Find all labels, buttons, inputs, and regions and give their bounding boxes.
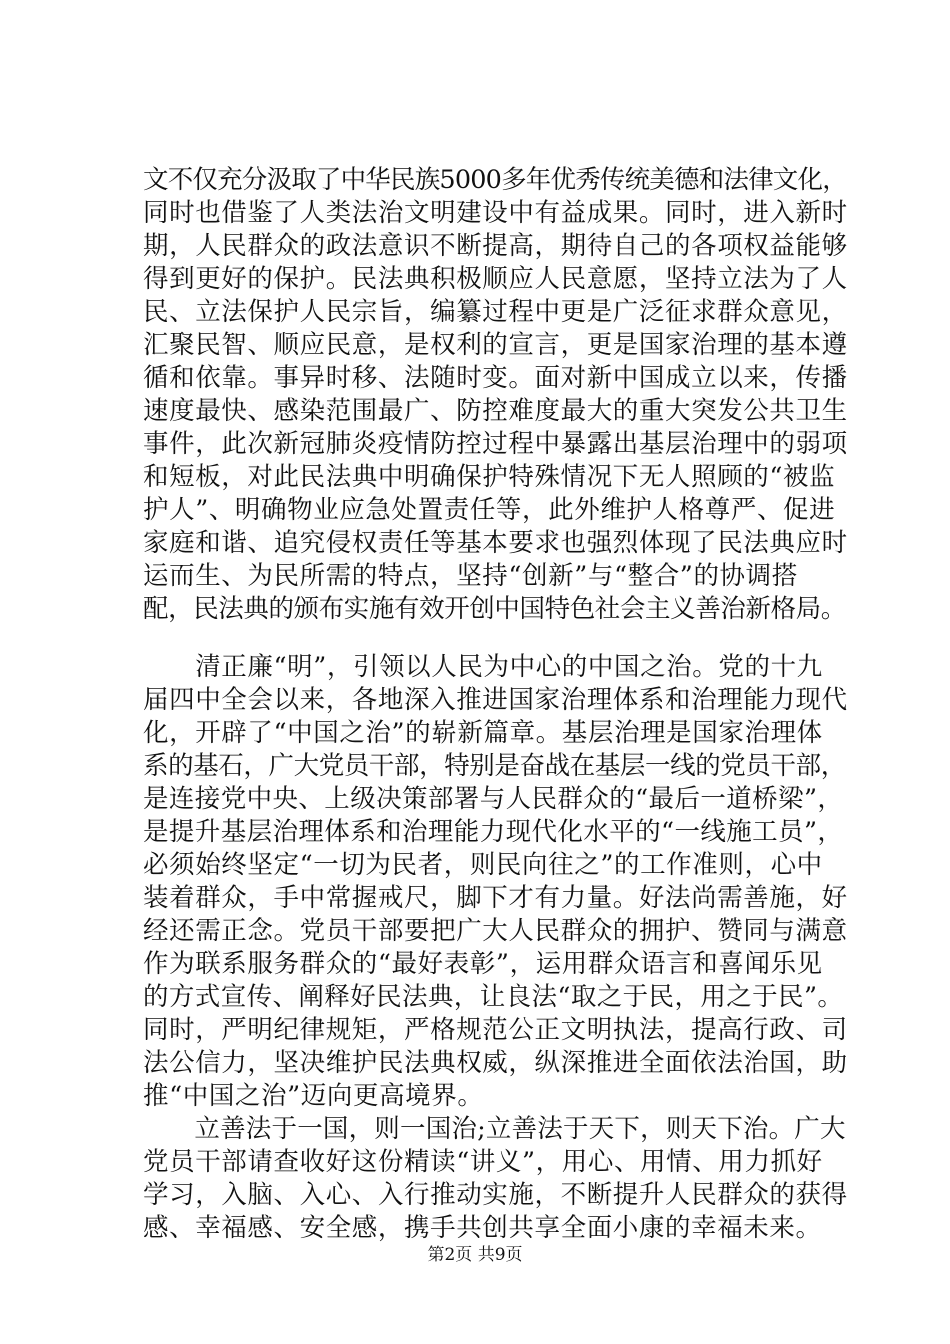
text-line: 装着群众，手中常握戒尺，脚下才有力量。好法尚需善施，好 <box>143 883 848 913</box>
text-line: 必须始终坚定“一切为民者，则民向往之”的工作准则，心中 <box>143 850 823 880</box>
text-line: 法公信力，坚决维护民法典权威，纵深推进全面依法治国，助 <box>143 1048 848 1078</box>
text-line: 汇聚民智、顺应民意，是权利的宣言，更是国家治理的基本遵 <box>143 330 848 360</box>
text-line: 推“中国之治”迈向更高境界。 <box>143 1081 484 1111</box>
text-line: 和短板，对此民法典中明确保护特殊情况下无人照顾的“被监 <box>143 462 836 492</box>
text-line: 运而生、为民所需的特点，坚持“创新”与“整合”的协调搭 <box>143 561 798 591</box>
text-line: 党员干部请查收好这份精读“讲义”，用心、用情、用力抓好 <box>143 1147 823 1177</box>
text-line: 系的基石，广大党员干部，特别是奋战在基层一线的党员干部， <box>143 751 846 781</box>
text-line: 的方式宣传、阐释好民法典，让良法“取之于民，用之于民”。 <box>143 982 844 1012</box>
text-line: 配，民法典的颁布实施有效开创中国特色社会主义善治新格局。 <box>143 594 846 624</box>
text-line: 得到更好的保护。民法典积极顺应人民意愿，坚持立法为了人 <box>143 264 848 294</box>
text-line: 学习，入脑、入心、入行推动实施，不断提升人民群众的获得 <box>143 1180 848 1210</box>
text-line: 家庭和谐、追究侵权责任等基本要求也强烈体现了民法典应时 <box>143 528 848 558</box>
text-line: 文不仅充分汲取了中华民族5000多年优秀传统美德和法律文化， <box>143 165 847 195</box>
text-line: 护人”、明确物业应急处置责任等，此外维护人格尊严、促进 <box>143 495 836 525</box>
text-line: 化，开辟了“中国之治”的崭新篇章。基层治理是国家治理体 <box>143 718 823 748</box>
text-line: 立善法于一国，则一国治;立善法于天下，则天下治。广大 <box>143 1114 846 1144</box>
text-line: 清正廉“明”，引领以人民为中心的中国之治。党的十九 <box>143 652 823 682</box>
text-line: 同时，严明纪律规矩，严格规范公正文明执法，提高行政、司 <box>143 1015 848 1045</box>
text-line: 民、立法保护人民宗旨，编纂过程中更是广泛征求群众意见， <box>143 297 848 327</box>
text-line: 感、幸福感、安全感，携手共创共享全面小康的幸福未来。 <box>143 1213 822 1243</box>
text-line: 作为联系服务群众的“最好表彰”，运用群众语言和喜闻乐见 <box>143 949 823 979</box>
text-line: 经还需正念。党员干部要把广大人民群众的拥护、赞同与满意 <box>143 916 848 946</box>
text-line: 事件，此次新冠肺炎疫情防控过程中暴露出基层治理中的弱项 <box>143 429 848 459</box>
text-line: 速度最快、感染范围最广、防控难度最大的重大突发公共卫生 <box>143 396 848 426</box>
text-line: 同时也借鉴了人类法治文明建设中有益成果。同时，进入新时 <box>143 198 848 228</box>
text-line: 届四中全会以来，各地深入推进国家治理体系和治理能力现代 <box>143 685 848 715</box>
text-line: 循和依靠。事异时移、法随时变。面对新中国成立以来，传播 <box>143 363 848 393</box>
text-line: 是连接党中央、上级决策部署与人民群众的“最后一道桥梁”， <box>143 784 844 814</box>
text-line: 期，人民群众的政法意识不断提高，期待自己的各项权益能够 <box>143 231 848 261</box>
page-number-footer: 第2页 共9页 <box>427 1245 523 1265</box>
text-line: 是提升基层治理体系和治理能力现代化水平的“一线施工员”， <box>143 817 844 847</box>
